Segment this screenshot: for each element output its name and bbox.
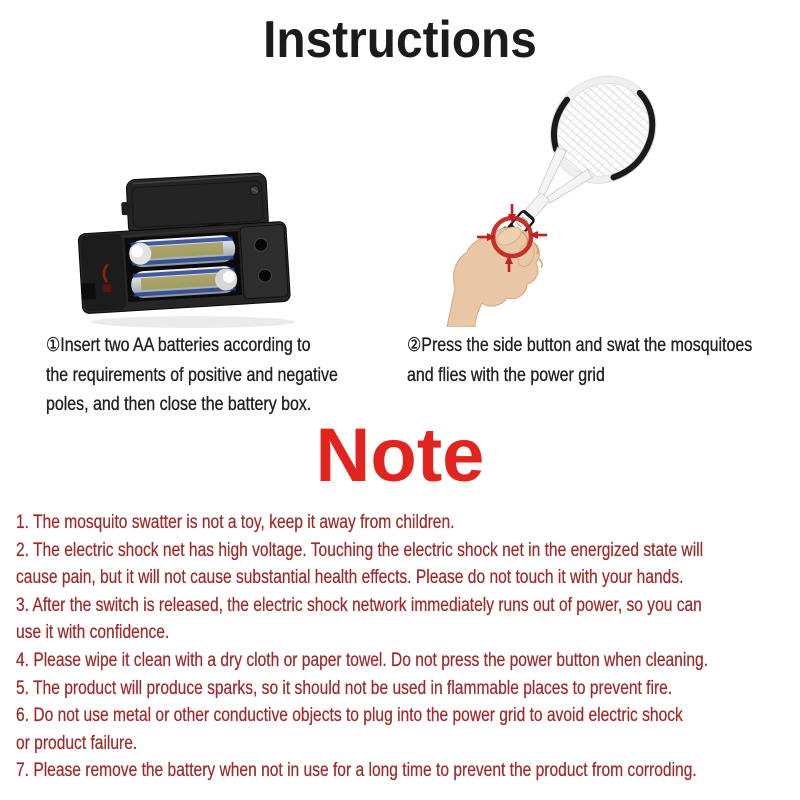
note-line: use it with confidence. bbox=[16, 622, 170, 644]
note-line: 6. Do not use metal or other conductive objects to plug into the power grid to avoid electric shock bbox=[16, 705, 683, 727]
cover-side-tab bbox=[121, 202, 130, 215]
battery-caption-line: poles, and then close the battery box. bbox=[46, 394, 312, 415]
swatter-caption-line: ②Press the side button and swat the mosquitoes bbox=[407, 335, 753, 356]
note-item bbox=[16, 537, 794, 592]
battery-caption-line: the requirements of positive and negative bbox=[46, 364, 338, 386]
note-line: 1. The mosquito swatter is not a toy, keep it away from children. bbox=[16, 512, 455, 533]
screw-hole bbox=[254, 238, 268, 252]
screw-hole bbox=[258, 269, 272, 283]
battery-box-photo bbox=[58, 142, 328, 332]
note-item bbox=[16, 757, 794, 785]
battery-compartment bbox=[78, 221, 290, 314]
battery-caption-line: ①Insert two AA batteries according to bbox=[46, 335, 311, 356]
note-line: 3. After the switch is released, the electric shock network immediately runs out of power, so you can bbox=[16, 594, 702, 616]
note-item bbox=[16, 592, 794, 647]
racket-strings bbox=[539, 65, 667, 194]
battery-caption bbox=[46, 331, 394, 420]
note-line: 5. The product will produce sparks, so it should not be used in flammable places to prevent fire. bbox=[16, 677, 673, 699]
note-item bbox=[16, 647, 794, 675]
note-heading: Note bbox=[315, 413, 485, 498]
swatter-caption-line: and flies with the power grid bbox=[407, 364, 605, 386]
side-connector bbox=[81, 283, 96, 300]
page-title: Instructions bbox=[263, 11, 537, 69]
note-line: or product failure. bbox=[16, 732, 138, 754]
note-line: 7. Please remove the battery when not in use for a long time to prevent the product from corroding. bbox=[16, 760, 697, 782]
note-line: 4. Please wipe it clean with a dry cloth or paper towel. Do not press the power button when cleaning. bbox=[16, 649, 708, 671]
note-item bbox=[16, 702, 794, 757]
note-list bbox=[16, 509, 794, 785]
swatter-caption bbox=[407, 331, 800, 390]
note-item bbox=[16, 509, 794, 537]
swatter-photo bbox=[425, 22, 735, 327]
screw-block bbox=[240, 224, 288, 299]
note-line: 2. The electric shock net has high voltage. Touching the electric shock net in the energized state will bbox=[16, 539, 704, 561]
note-item bbox=[16, 675, 794, 703]
battery-box-shadow bbox=[91, 316, 295, 328]
note-line: cause pain, but it will not cause substantial health effects. Please do not touch it with your hands. bbox=[16, 567, 684, 589]
